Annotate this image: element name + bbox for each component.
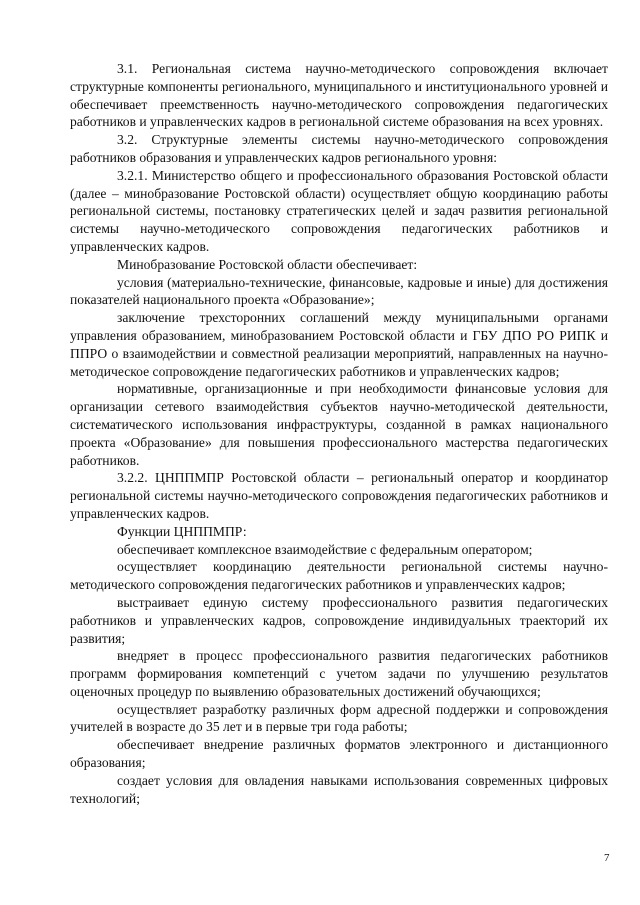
document-body (70, 60, 608, 807)
paragraph-3-2-1: 3.2.1. Министерство общего и профессионального образования Ростовской области (далее – минобразование Ростовской области) осуществляет общую координацию работы региональной системы, постановку стратегических целей и задач развития региональной системы научно-методического сопровождения педагогических работников и управленческих кадров. (70, 167, 608, 254)
list-item: осуществляет разработку различных форм адресной поддержки и сопровождения учителей в возрасте до 35 лет и в первые три года работы; (70, 701, 608, 735)
list-item: обеспечивает внедрение различных форматов электронного и дистанционного образования; (70, 737, 608, 771)
paragraph-3-1: 3.1. Региональная система научно-методического сопровождения включает структурные компоненты регионального, муниципального и институционального уровней и обеспечивает преемственность научно-методического сопровождения педагогических работников и управленческих кадров в региональной системе образования на всех уровнях. (70, 61, 608, 130)
list-item: нормативные, организационные и при необходимости финансовые условия для организации сетевого взаимодействия субъектов научно-методической деятельности, систематического использования инфраструктуры, созданной в рамках национального проекта «Образование» для повышения профессионального мастерства педагогических работников. (70, 381, 608, 468)
paragraph-3-2-2: 3.2.2. ЦНППМПР Ростовской области – региональный оператор и координатор региональной системы научно-методического сопровождения педагогических работников и управленческих кадров. (70, 470, 608, 521)
list-item: заключение трехсторонних соглашений между муниципальными органами управления образованием, минобразованием Ростовской области и ГБУ ДПО РО РИПК и ППРО о взаимодействии и совместной реализации мероприятий, направленных на научно-методическое сопровождение педагогических работников и управленческих кадров; (70, 310, 608, 379)
list-item: обеспечивает комплексное взаимодействие с федеральным оператором; (117, 541, 533, 557)
paragraph-3-2: 3.2. Структурные элементы системы научно-методического сопровождения работников образования и управленческих кадров регионального уровня: (70, 132, 608, 165)
paragraph-ministry-provides: Минобразование Ростовской области обеспечивает: (117, 256, 418, 272)
list-item: внедряет в процесс профессионального развития педагогических работников программ формирования компетенций с учетом задачи по улучшению результатов оценочных процедур по выявлению образовательных достижений обучающихся; (70, 648, 608, 699)
page-number: 7 (604, 852, 610, 864)
list-item: выстраивает единую систему профессионального развития педагогических работников и управленческих кадров, сопровождение индивидуальных траекторий их развития; (70, 594, 608, 646)
list-item: осуществляет координацию деятельности региональной системы научно-методического сопровождения педагогических работников и управленческих кадров; (70, 559, 608, 593)
list-item: условия (материально-технические, финансовые, кадровые и иные) для достижения показателей национального проекта «Образование»; (70, 274, 608, 308)
list-item: создает условия для овладения навыками использования современных цифровых технологий; (70, 772, 608, 806)
paragraph-functions: Функции ЦНППМПР: (117, 523, 247, 539)
